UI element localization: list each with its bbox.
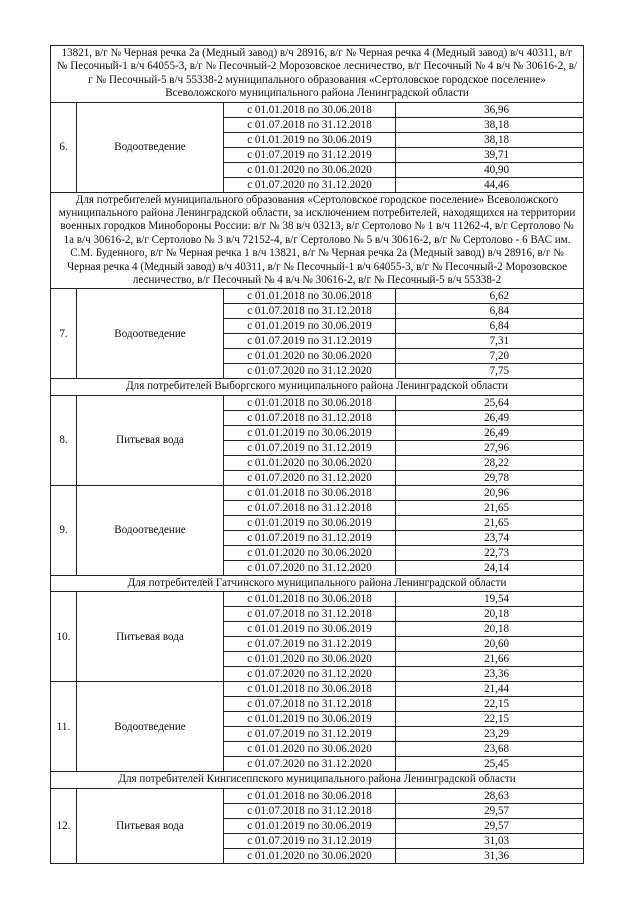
tariff-value-cell: 23,74 (396, 530, 584, 545)
period-cell: с 01.01.2018 по 30.06.2018 (224, 485, 396, 500)
table-row (51, 102, 584, 117)
period-cell: с 01.07.2020 по 31.12.2020 (224, 177, 396, 192)
tariff-table (50, 45, 584, 864)
period-cell: с 01.01.2020 по 30.06.2020 (224, 349, 396, 364)
tariff-value-cell: 20,60 (396, 637, 584, 652)
tariff-value-cell: 24,14 (396, 560, 584, 575)
tariff-value-cell: 31,36 (396, 848, 584, 863)
period-cell: с 01.07.2018 по 31.12.2018 (224, 410, 396, 425)
period-cell: с 01.07.2018 по 31.12.2018 (224, 697, 396, 712)
tariff-value-cell: 6,84 (396, 304, 584, 319)
section-header-text: Для потребителей Выборгского муниципального района Ленинградской области (51, 379, 584, 395)
tariff-value-cell: 7,20 (396, 349, 584, 364)
tariff-value-cell: 22,15 (396, 712, 584, 727)
period-cell: с 01.01.2018 по 30.06.2018 (224, 289, 396, 304)
tariff-value-cell: 19,54 (396, 592, 584, 607)
row-number: 8. (51, 395, 77, 485)
tariff-value-cell: 22,15 (396, 697, 584, 712)
period-cell: с 01.07.2019 по 31.12.2019 (224, 530, 396, 545)
table-row (51, 395, 584, 410)
tariff-value-cell: 26,49 (396, 410, 584, 425)
period-cell: с 01.07.2018 по 31.12.2018 (224, 117, 396, 132)
tariff-value-cell: 27,96 (396, 440, 584, 455)
period-cell: с 01.07.2019 по 31.12.2019 (224, 727, 396, 742)
tariff-value-cell: 44,46 (396, 177, 584, 192)
tariff-value-cell: 21,66 (396, 652, 584, 667)
period-cell: с 01.07.2019 по 31.12.2019 (224, 147, 396, 162)
tariff-value-cell: 40,90 (396, 162, 584, 177)
row-number: 12. (51, 788, 77, 863)
tariff-value-cell: 7,31 (396, 334, 584, 349)
tariff-value-cell: 26,49 (396, 425, 584, 440)
document-page (50, 45, 583, 864)
service-name: Питьевая вода (77, 395, 224, 485)
table-row (51, 592, 584, 607)
tariff-value-cell: 20,18 (396, 622, 584, 637)
period-cell: с 01.01.2018 по 30.06.2018 (224, 395, 396, 410)
tariff-value-cell: 21,65 (396, 500, 584, 515)
tariff-value-cell: 28,22 (396, 455, 584, 470)
period-cell: с 01.01.2020 по 30.06.2020 (224, 742, 396, 757)
section-header-row (51, 772, 584, 788)
period-cell: с 01.07.2020 по 31.12.2020 (224, 364, 396, 379)
period-cell: с 01.07.2018 по 31.12.2018 (224, 607, 396, 622)
period-cell: с 01.01.2018 по 30.06.2018 (224, 102, 396, 117)
row-number: 6. (51, 102, 77, 192)
period-cell: с 01.01.2019 по 30.06.2019 (224, 622, 396, 637)
period-cell: с 01.07.2020 по 31.12.2020 (224, 470, 396, 485)
intro-text: 13821, в/г № Черная речка 2а (Медный завод) в/ч 28916, в/г № Черная речка 4 (Медный завод) в/ч 40311, в/г № Песочный-1 в/ч 64055-3, в/г № Песочный-2 Морозовское лесничество, в/г Песочный № 4 в/ч № 30616-2, в/г № Песочный-5 в/ч 55338-2 муниципального образования «Сертоловское городское поселение» Всеволожского муниципального района Ленинградской области (51, 46, 584, 103)
tariff-value-cell: 20,96 (396, 485, 584, 500)
section-header-row (51, 192, 584, 289)
tariff-value-cell: 7,75 (396, 364, 584, 379)
table-row (51, 485, 584, 500)
tariff-value-cell: 28,63 (396, 788, 584, 803)
service-name: Питьевая вода (77, 592, 224, 682)
period-cell: с 01.01.2019 по 30.06.2019 (224, 319, 396, 334)
intro-row (51, 46, 584, 103)
period-cell: с 01.01.2019 по 30.06.2019 (224, 818, 396, 833)
tariff-value-cell: 25,64 (396, 395, 584, 410)
row-number: 9. (51, 485, 77, 575)
tariff-value-cell: 29,57 (396, 803, 584, 818)
tariff-value-cell: 29,57 (396, 818, 584, 833)
period-cell: с 01.07.2018 по 31.12.2018 (224, 304, 396, 319)
service-name: Водоотведение (77, 289, 224, 379)
period-cell: с 01.07.2020 по 31.12.2020 (224, 667, 396, 682)
period-cell: с 01.01.2019 по 30.06.2019 (224, 712, 396, 727)
tariff-value-cell: 23,29 (396, 727, 584, 742)
row-number: 7. (51, 289, 77, 379)
tariff-value-cell: 21,44 (396, 682, 584, 697)
service-name: Водоотведение (77, 485, 224, 575)
tariff-value-cell: 22,73 (396, 545, 584, 560)
period-cell: с 01.07.2020 по 31.12.2020 (224, 757, 396, 772)
section-header-row (51, 575, 584, 591)
row-number: 11. (51, 682, 77, 772)
tariff-value-cell: 36,96 (396, 102, 584, 117)
table-row (51, 788, 584, 803)
tariff-value-cell: 23,36 (396, 667, 584, 682)
period-cell: с 01.07.2019 по 31.12.2019 (224, 833, 396, 848)
tariff-value-cell: 38,18 (396, 117, 584, 132)
period-cell: с 01.07.2018 по 31.12.2018 (224, 803, 396, 818)
period-cell: с 01.07.2019 по 31.12.2019 (224, 334, 396, 349)
service-name: Водоотведение (77, 102, 224, 192)
tariff-value-cell: 20,18 (396, 607, 584, 622)
period-cell: с 01.01.2018 по 30.06.2018 (224, 682, 396, 697)
tariff-value-cell: 39,71 (396, 147, 584, 162)
section-header-text: Для потребителей муниципального образования «Сертоловское городское поселение» Всеволожского муниципального района Ленинградской области, за исключением потребителей, находящихся на территории военных городков Минобороны России: в/г № 38 в/ч 03213, в/г Сертолово № 1 в/ч 11262-4, в/г Сертолово № 1а в/ч 30616-2, в/г Сертолово № 3 в/ч 72152-4, в/г Сертолово № 5 в/ч 30616-2, в/г № Сертолово - 6 ВАС им. С.М. Буденного, в/г № Черная речка 1 в/ч 13821, в/г № Черная речка 2а (Медный завод) в/ч 28916, в/г № Черная речка 4 (Медный завод) в/ч 40311, в/г № Песочный-1 в/ч 64055-3, в/г № Песочный-2 Морозовское лесничество, в/г Песочный № 4 в/ч № 30616-2, в/г № Песочный-5 в/ч 55338-2 (51, 192, 584, 289)
row-number: 10. (51, 592, 77, 682)
section-header-text: Для потребителей Кингисеппского муниципального района Ленинградской области (51, 772, 584, 788)
period-cell: с 01.07.2018 по 31.12.2018 (224, 500, 396, 515)
period-cell: с 01.07.2020 по 31.12.2020 (224, 560, 396, 575)
tariff-value-cell: 29,78 (396, 470, 584, 485)
tariff-value-cell: 6,84 (396, 319, 584, 334)
tariff-value-cell: 31,03 (396, 833, 584, 848)
period-cell: с 01.01.2018 по 30.06.2018 (224, 592, 396, 607)
service-name: Водоотведение (77, 682, 224, 772)
period-cell: с 01.01.2020 по 30.06.2020 (224, 545, 396, 560)
period-cell: с 01.01.2019 по 30.06.2019 (224, 425, 396, 440)
period-cell: с 01.01.2020 по 30.06.2020 (224, 848, 396, 863)
period-cell: с 01.01.2019 по 30.06.2019 (224, 515, 396, 530)
table-row (51, 289, 584, 304)
period-cell: с 01.01.2020 по 30.06.2020 (224, 455, 396, 470)
table-row (51, 682, 584, 697)
period-cell: с 01.01.2020 по 30.06.2020 (224, 162, 396, 177)
period-cell: с 01.07.2019 по 31.12.2019 (224, 637, 396, 652)
period-cell: с 01.01.2018 по 30.06.2018 (224, 788, 396, 803)
tariff-value-cell: 25,45 (396, 757, 584, 772)
tariff-value-cell: 23,68 (396, 742, 584, 757)
tariff-value-cell: 21,65 (396, 515, 584, 530)
period-cell: с 01.01.2020 по 30.06.2020 (224, 652, 396, 667)
period-cell: с 01.07.2019 по 31.12.2019 (224, 440, 396, 455)
tariff-value-cell: 6,62 (396, 289, 584, 304)
tariff-value-cell: 38,18 (396, 132, 584, 147)
section-header-text: Для потребителей Гатчинского муниципального района Ленинградской области (51, 575, 584, 591)
service-name: Питьевая вода (77, 788, 224, 863)
period-cell: с 01.01.2019 по 30.06.2019 (224, 132, 396, 147)
section-header-row (51, 379, 584, 395)
